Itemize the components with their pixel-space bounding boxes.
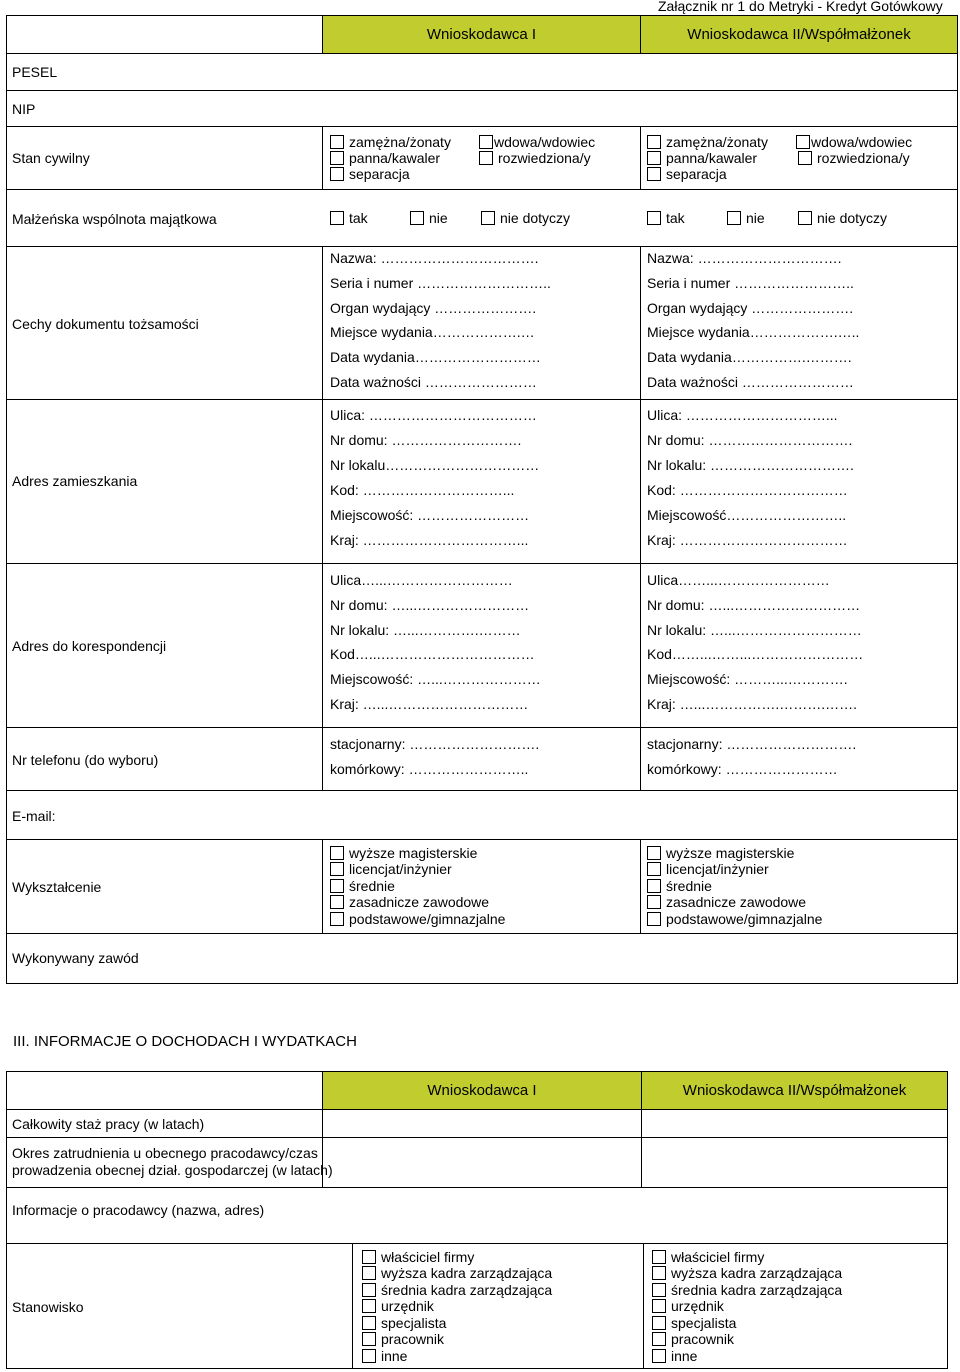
adr-a2-miejscowosc[interactable]: Miejscowość…………………….. <box>647 507 847 523</box>
doc-a1-seria[interactable]: Seria i numer ……………………….. <box>330 275 551 291</box>
checkbox-icon[interactable] <box>647 879 661 893</box>
edu-a2-mgr[interactable]: wyższe magisterskie <box>647 845 794 862</box>
checkbox-icon[interactable] <box>362 1250 376 1264</box>
row-email <box>6 790 958 840</box>
stan-cywilny-label: Stan cywilny <box>12 150 90 166</box>
edu-a2-podstawowe[interactable]: podstawowe/gimnazjalne <box>647 911 822 928</box>
kor-a2-nr-domu[interactable]: Nr domu: …...……………………… <box>647 597 861 613</box>
doc-a2-seria[interactable]: Seria i numer …………………….. <box>647 275 854 291</box>
pos-a2-urzednik[interactable]: urzędnik <box>652 1298 724 1315</box>
kor-a2-kraj[interactable]: Kraj: …...…………….……….……. <box>647 696 858 712</box>
kor-a2-kod[interactable]: Kod……...……...…………………… <box>647 646 864 662</box>
pos-a1-urzednik[interactable]: urzędnik <box>362 1298 434 1315</box>
edu-a1-lic[interactable]: licencjat/inżynier <box>330 861 452 878</box>
wsp-a2-tak[interactable]: tak <box>647 210 685 227</box>
checkbox-icon[interactable] <box>652 1250 666 1264</box>
checkbox-icon[interactable] <box>330 151 344 165</box>
pos-a1-srednia[interactable]: średnia kadra zarządzająca <box>362 1282 552 1299</box>
doc-a1-data-waznosci[interactable]: Data ważności …………………… <box>330 374 537 390</box>
edu-a2-zasadnicze[interactable]: zasadnicze zawodowe <box>647 894 806 911</box>
checkbox-icon[interactable] <box>652 1349 666 1363</box>
stan-a2-panna[interactable]: panna/kawaler <box>647 150 757 167</box>
adr-a1-nr-lokalu[interactable]: Nr lokalu…………………………… <box>330 457 540 473</box>
checkbox-icon[interactable] <box>481 211 495 225</box>
pos-a1-specjalista[interactable]: specjalista <box>362 1315 446 1332</box>
stan-a2-zamezna[interactable]: zamężna/żonaty <box>647 134 768 151</box>
doc-a2-data-wydania[interactable]: Data wydania…………….………. <box>647 349 852 365</box>
stan-a2-wdowa[interactable]: wdowa/wdowiec <box>796 134 912 151</box>
adr-a1-ulica[interactable]: Ulica: ……………………………… <box>330 407 537 423</box>
tel-a2-komorkowy[interactable]: komórkowy: …………………… <box>647 761 838 777</box>
checkbox-icon[interactable] <box>362 1266 376 1280</box>
stan-a2-rozwiedziona[interactable]: rozwiedziona/y <box>798 150 910 167</box>
kor-a1-nr-lokalu[interactable]: Nr lokalu: …...………….……… <box>330 622 521 638</box>
checkbox-icon[interactable] <box>652 1266 666 1280</box>
checkbox-icon[interactable] <box>652 1283 666 1297</box>
doc-a1-nazwa[interactable]: Nazwa: ……………………………. <box>330 250 539 266</box>
adr-a2-nr-lokalu[interactable]: Nr lokalu: …………………………. <box>647 457 854 473</box>
checkbox-icon[interactable] <box>647 862 661 876</box>
tel-a1-stacjonarny[interactable]: stacjonarny: ………………………. <box>330 736 540 752</box>
section-3-title: III. INFORMACJE O DOCHODACH I WYDATKACH <box>13 1033 357 1050</box>
kor-a1-kraj[interactable]: Kraj: …...………………………… <box>330 696 529 712</box>
checkbox-icon[interactable] <box>652 1316 666 1330</box>
checkbox-icon[interactable] <box>647 135 661 149</box>
checkbox-icon[interactable] <box>652 1332 666 1346</box>
tel-a1-komorkowy[interactable]: komórkowy: …………………….. <box>330 761 529 777</box>
checkbox-icon[interactable] <box>798 211 812 225</box>
wsp-a1-tak[interactable]: tak <box>330 210 368 227</box>
adr-a2-ulica[interactable]: Ulica: …………………………... <box>647 407 838 423</box>
stan-a1-separacja[interactable]: separacja <box>330 166 410 183</box>
pos-a2-pracownik[interactable]: pracownik <box>652 1331 734 1348</box>
doc-a2-data-waznosci[interactable]: Data ważności …………………… <box>647 374 854 390</box>
checkbox-icon[interactable] <box>362 1332 376 1346</box>
email-label: E-mail: <box>12 808 56 824</box>
edu-a1-srednie[interactable]: średnie <box>330 878 395 895</box>
stan-a1-panna[interactable]: panna/kawaler <box>330 150 440 167</box>
checkbox-icon[interactable] <box>330 846 344 860</box>
pos-a1-wyzsza[interactable]: wyższa kadra zarządzająca <box>362 1265 552 1282</box>
doc-a1-data-wydania[interactable]: Data wydania……………………… <box>330 349 541 365</box>
telefon-label: Nr telefonu (do wyboru) <box>12 752 159 768</box>
checkbox-icon[interactable] <box>479 135 493 149</box>
doc-a2-nazwa[interactable]: Nazwa: …………………………. <box>647 250 842 266</box>
doc-a2-miejsce[interactable]: Miejsce wydania……………….….. <box>647 324 860 340</box>
pos-a1-pracownik[interactable]: pracownik <box>362 1331 444 1348</box>
pracodawca-label: Informacje o pracodawcy (nazwa, adres) <box>12 1202 265 1218</box>
wsp-a1-nie-dotyczy[interactable]: nie dotyczy <box>481 210 570 227</box>
edu-a1-zasadnicze[interactable]: zasadnicze zawodowe <box>330 894 489 911</box>
checkbox-icon[interactable] <box>330 895 344 909</box>
nip-label: NIP <box>12 101 36 117</box>
kor-a2-ulica[interactable]: Ulica……...…………………… <box>647 572 830 588</box>
t2-col-header-applicant-2: Wnioskodawca II/Współmałżonek <box>641 1071 948 1110</box>
stanowisko-label-text: Stanowisko <box>12 1299 84 1315</box>
stan-a1-rozwiedziona[interactable]: rozwiedziona/y <box>479 150 591 167</box>
staz-label: Całkowity staż pracy (w latach) <box>12 1116 205 1132</box>
checkbox-icon[interactable] <box>647 895 661 909</box>
t2-col-header-applicant-1: Wnioskodawca I <box>322 1071 642 1110</box>
row-pesel <box>6 53 958 91</box>
adr-a2-nr-domu[interactable]: Nr domu: …………………………. <box>647 432 853 448</box>
pos-a2-wyzsza[interactable]: wyższa kadra zarządzająca <box>652 1265 842 1282</box>
col-header-applicant-2: Wnioskodawca II/Współmałżonek <box>640 15 958 54</box>
checkbox-icon[interactable] <box>727 211 741 225</box>
wsp-a1-nie[interactable]: nie <box>410 210 448 227</box>
doc-a1-organ[interactable]: Organ wydający …………………. <box>330 300 537 316</box>
tel-a2-stacjonarny[interactable]: stacjonarny: ………………………. <box>647 736 857 752</box>
checkbox-icon[interactable] <box>652 1299 666 1313</box>
kor-a1-nr-domu[interactable]: Nr domu: …...…………………… <box>330 597 530 613</box>
checkbox-icon[interactable] <box>330 879 344 893</box>
table1-corner <box>6 15 323 54</box>
pos-a2-srednia[interactable]: średnia kadra zarządzająca <box>652 1282 842 1299</box>
adr-a1-miejscowosc[interactable]: Miejscowość: …………………… <box>330 507 530 523</box>
pos-a2-wlasciciel[interactable]: właściciel firmy <box>652 1249 764 1266</box>
dokument-label: Cechy dokumentu tożsamości <box>12 316 199 332</box>
edu-a2-srednie[interactable]: średnie <box>647 878 712 895</box>
adr-a1-kod[interactable]: Kod: …………………………... <box>330 482 515 498</box>
wsp-a2-nie-dotyczy[interactable]: nie dotyczy <box>798 210 887 227</box>
korespondencja-label: Adres do korespondencji <box>12 638 167 654</box>
pos-a1-wlasciciel[interactable]: właściciel firmy <box>362 1249 474 1266</box>
edu-a2-lic[interactable]: licencjat/inżynier <box>647 861 769 878</box>
checkbox-icon[interactable] <box>410 211 424 225</box>
kor-a1-miejscowosc[interactable]: Miejscowość: …...………………… <box>330 671 541 687</box>
checkbox-icon[interactable] <box>796 135 810 149</box>
doc-a1-miejsce[interactable]: Miejsce wydania……………….… <box>330 324 535 340</box>
checkbox-icon[interactable] <box>647 211 661 225</box>
pos-a2-specjalista[interactable]: specjalista <box>652 1315 736 1332</box>
adr-a1-nr-domu[interactable]: Nr domu: ………………………. <box>330 432 522 448</box>
okres-label-line2: prowadzenia obecnej dział. gospodarczej (w latach) <box>12 1162 333 1178</box>
checkbox-icon[interactable] <box>362 1283 376 1297</box>
checkbox-icon[interactable] <box>647 167 661 181</box>
header-note: Załącznik nr 1 do Metryki - Kredyt Gotówkowy <box>658 0 943 14</box>
edu-a1-podstawowe[interactable]: podstawowe/gimnazjalne <box>330 911 505 928</box>
table2-corner <box>6 1071 323 1110</box>
checkbox-icon[interactable] <box>647 912 661 926</box>
stan-a2-separacja[interactable]: separacja <box>647 166 727 183</box>
checkbox-icon[interactable] <box>330 135 344 149</box>
adr-a2-kraj[interactable]: Kraj: ……………………………… <box>647 532 848 548</box>
row-zawod <box>6 933 958 984</box>
pesel-label: PESEL <box>12 64 58 80</box>
checkbox-icon[interactable] <box>362 1316 376 1330</box>
adres-label: Adres zamieszkania <box>12 473 138 489</box>
checkbox-icon[interactable] <box>647 151 661 165</box>
pos-a2-inne[interactable]: inne <box>652 1348 697 1365</box>
adr-a2-kod[interactable]: Kod: ……………………………… <box>647 482 848 498</box>
checkbox-icon[interactable] <box>330 862 344 876</box>
checkbox-icon[interactable] <box>647 846 661 860</box>
adr-a1-kraj[interactable]: Kraj: ……………………………... <box>330 532 529 548</box>
doc-a2-organ[interactable]: Organ wydający …………………. <box>647 300 854 316</box>
checkbox-icon[interactable] <box>479 151 493 165</box>
checkbox-icon[interactable] <box>330 211 344 225</box>
col-header-applicant-1: Wnioskodawca I <box>322 15 641 54</box>
row-nip <box>6 90 958 127</box>
wyksztalcenie-label: Wykształcenie <box>12 879 102 895</box>
checkbox-icon[interactable] <box>362 1299 376 1313</box>
pos-a1-inne[interactable]: inne <box>362 1348 407 1365</box>
wsp-a2-nie[interactable]: nie <box>727 210 765 227</box>
checkbox-icon[interactable] <box>362 1349 376 1363</box>
stan-a1-zamezna[interactable]: zamężna/żonaty <box>330 134 451 151</box>
zawod-label: Wykonywany zawód <box>12 950 139 966</box>
kor-a1-ulica[interactable]: Ulica…...……………………… <box>330 572 513 588</box>
checkbox-icon[interactable] <box>798 151 812 165</box>
kor-a1-kod[interactable]: Kod…...…………………………… <box>330 646 535 662</box>
kor-a2-nr-lokalu[interactable]: Nr lokalu: …...……………………… <box>647 622 862 638</box>
edu-a1-mgr[interactable]: wyższe magisterskie <box>330 845 477 862</box>
checkbox-icon[interactable] <box>330 912 344 926</box>
checkbox-icon[interactable] <box>330 167 344 181</box>
okres-label-line1: Okres zatrudnienia u obecnego pracodawcy/czas <box>12 1145 318 1161</box>
wspolnota-label: Małżeńska wspólnota majątkowa <box>12 211 217 227</box>
stan-a1-wdowa[interactable]: wdowa/wdowiec <box>479 134 595 151</box>
kor-a2-miejscowosc[interactable]: Miejscowość: ………...…………. <box>647 671 848 687</box>
